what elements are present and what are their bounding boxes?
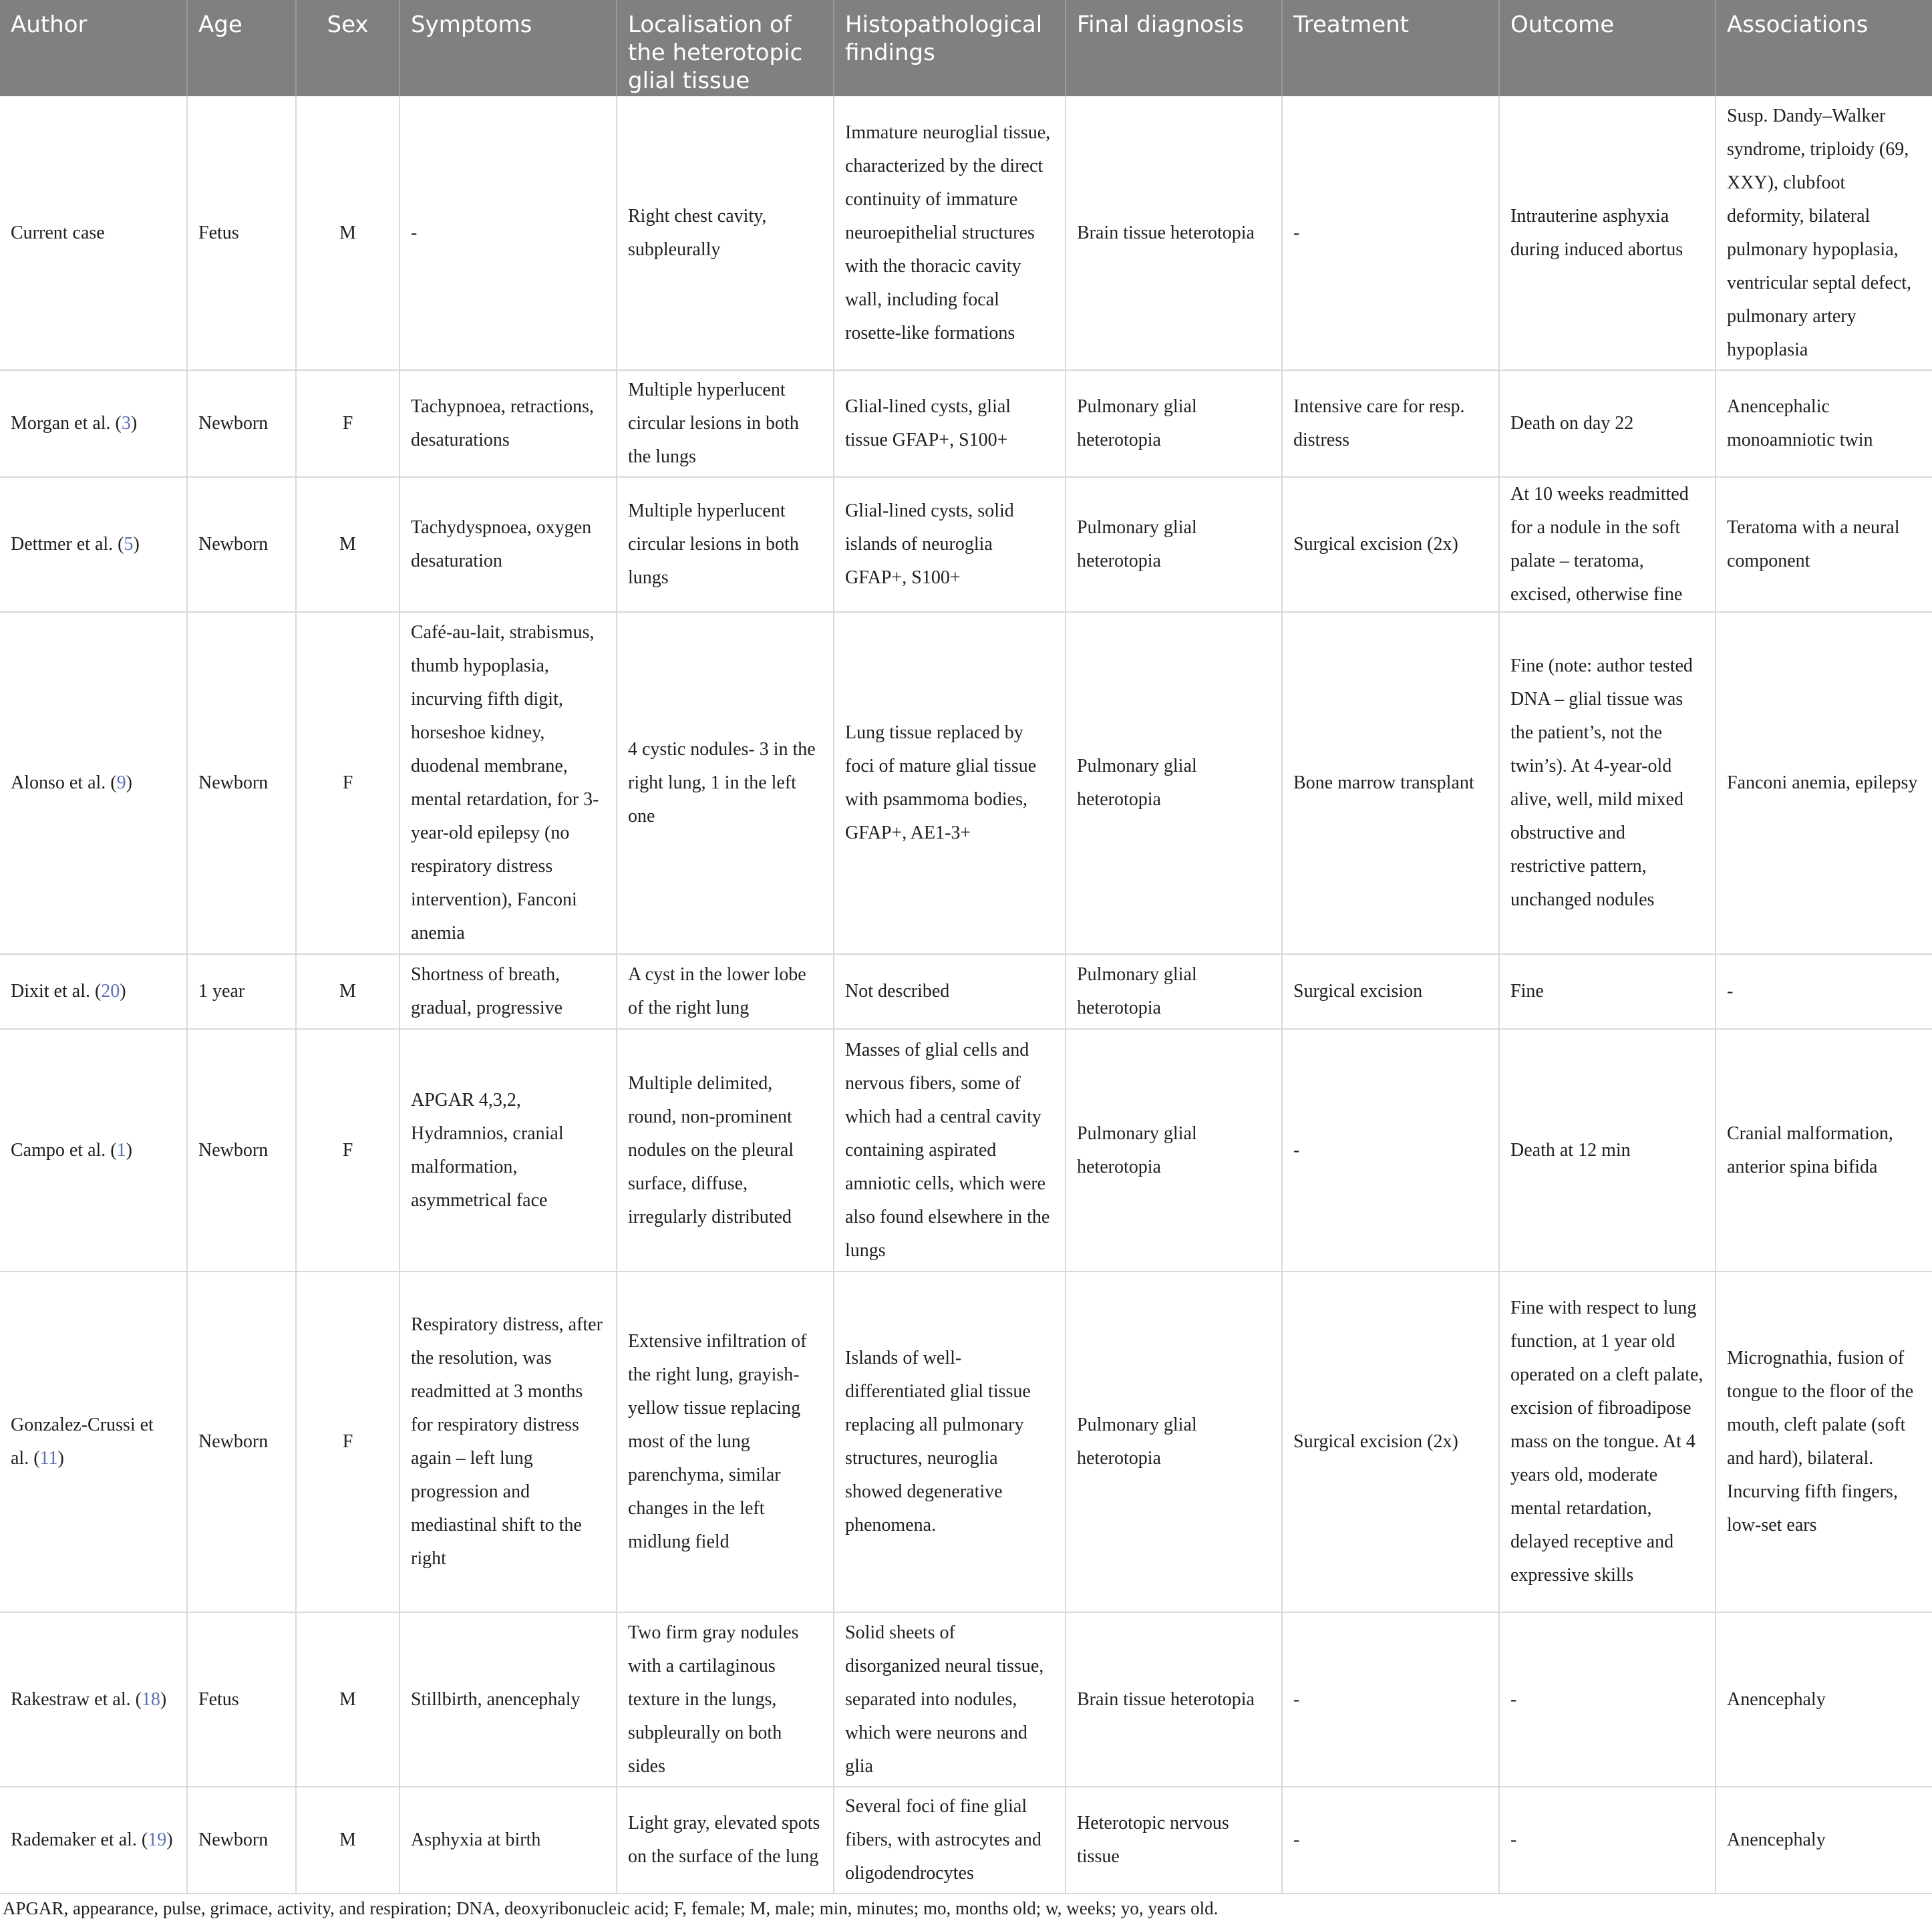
cell-treatment: Surgical excision (2x)	[1282, 477, 1499, 612]
cell-diagnosis: Pulmonary glial heterotopia	[1066, 370, 1282, 477]
cell-age: Newborn	[187, 1029, 296, 1272]
cell-associations: Anencephaly	[1716, 1612, 1932, 1787]
reference-close-paren: )	[130, 413, 138, 434]
cell-symptoms: Shortness of breath, gradual, progressive	[399, 954, 617, 1029]
cell-associations: Teratoma with a neural component	[1716, 477, 1932, 612]
cell-age: Newborn	[187, 370, 296, 477]
cell-outcome: Death at 12 min	[1499, 1029, 1716, 1272]
cell-symptoms: Tachypnoea, retractions, desaturations	[399, 370, 617, 477]
author-name: Dixit et al. (	[11, 981, 102, 1002]
cell-age: Newborn	[187, 1787, 296, 1894]
author-name: Morgan et al. (	[11, 413, 122, 434]
cell-outcome: At 10 weeks readmitted for a nodule in the soft palate – teratoma, excised, otherwise fine	[1499, 477, 1716, 612]
cell-localisation: Light gray, elevated spots on the surface of the lung	[617, 1787, 834, 1894]
cell-diagnosis: Pulmonary glial heterotopia	[1066, 954, 1282, 1029]
cell-localisation: 4 cystic nodules- 3 in the right lung, 1 in the left one	[617, 612, 834, 954]
table-body	[0, 96, 1932, 1894]
header-outcome: Outcome	[1499, 0, 1716, 96]
author-name: Alonso et al. (	[11, 772, 117, 793]
cell-localisation: Extensive infiltration of the right lung, grayish-yellow tissue replacing most of the lung parenchyma, similar changes in the left midlung field	[617, 1272, 834, 1612]
cell-symptoms: Asphyxia at birth	[399, 1787, 617, 1894]
cell-author	[0, 477, 187, 612]
cell-outcome: Fine (note: author tested DNA – glial tissue was the patient’s, not the twin’s). At 4-year-old alive, well, mild mixed obstructive and restrictive pattern, unchanged nodules	[1499, 612, 1716, 954]
reference-close-paren: )	[57, 1448, 64, 1469]
table-footnote: APGAR, appearance, pulse, grimace, activity, and respiration; DNA, deoxyribonucleic acid; F, female; M, male; min, minutes; mo, months old; w, weeks; yo, years old.	[3, 1898, 1219, 1918]
cell-treatment: Bone marrow transplant	[1282, 612, 1499, 954]
cell-diagnosis: Pulmonary glial heterotopia	[1066, 612, 1282, 954]
table-row	[0, 477, 1932, 612]
cell-age: Fetus	[187, 96, 296, 370]
reference-link[interactable]: 1	[116, 1139, 126, 1161]
header-localisation: Localisation of the heterotopic glial tissue	[617, 0, 834, 96]
cell-age: Newborn	[187, 477, 296, 612]
cell-histopathology: Not described	[834, 954, 1066, 1029]
cell-diagnosis: Pulmonary glial heterotopia	[1066, 1029, 1282, 1272]
cell-sex: F	[296, 1029, 399, 1272]
reference-link[interactable]: 9	[116, 772, 126, 793]
cell-author	[0, 1272, 187, 1612]
cell-histopathology: Glial-lined cysts, glial tissue GFAP+, S100+	[834, 370, 1066, 477]
cell-outcome: Intrauterine asphyxia during induced abortus	[1499, 96, 1716, 370]
cell-treatment: Surgical excision (2x)	[1282, 1272, 1499, 1612]
reference-close-paren: )	[126, 772, 132, 793]
reference-close-paren: )	[160, 1688, 167, 1710]
cell-associations: Susp. Dandy–Walker syndrome, triploidy (69, XXY), clubfoot deformity, bilateral pulmonary hypoplasia, ventricular septal defect, pulmonary artery hypoplasia	[1716, 96, 1932, 370]
cell-sex: M	[296, 477, 399, 612]
cell-age: Fetus	[187, 1612, 296, 1787]
table-row	[0, 1272, 1932, 1612]
cell-diagnosis: Brain tissue heterotopia	[1066, 1612, 1282, 1787]
cell-sex: M	[296, 96, 399, 370]
cell-treatment: Surgical excision	[1282, 954, 1499, 1029]
reference-close-paren: )	[126, 1139, 132, 1161]
author-name: Rakestraw et al. (	[11, 1688, 142, 1710]
cell-localisation: Multiple hyperlucent circular lesions in both the lungs	[617, 370, 834, 477]
cell-treatment: -	[1282, 1787, 1499, 1894]
header-age: Age	[187, 0, 296, 96]
cell-sex: M	[296, 1612, 399, 1787]
cell-associations: Anencephaly	[1716, 1787, 1932, 1894]
author-name: Current case	[11, 222, 105, 243]
cell-outcome: Fine with respect to lung function, at 1 year old operated on a cleft palate, excision of fibroadipose mass on the tongue. At 4 years old, moderate mental retardation, delayed receptive and expressive skills	[1499, 1272, 1716, 1612]
table-row	[0, 1612, 1932, 1787]
cell-outcome: Fine	[1499, 954, 1716, 1029]
cell-histopathology: Solid sheets of disorganized neural tissue, separated into nodules, which were neurons and glia	[834, 1612, 1066, 1787]
cell-age: Newborn	[187, 612, 296, 954]
cell-author	[0, 370, 187, 477]
table-row	[0, 96, 1932, 370]
reference-close-paren: )	[166, 1829, 173, 1850]
cell-diagnosis: Brain tissue heterotopia	[1066, 96, 1282, 370]
cell-localisation: Right chest cavity, subpleurally	[617, 96, 834, 370]
header-associations: Associations	[1716, 0, 1932, 96]
cell-outcome: -	[1499, 1787, 1716, 1894]
reference-link[interactable]: 11	[39, 1448, 58, 1469]
cell-author	[0, 612, 187, 954]
cell-outcome: Death on day 22	[1499, 370, 1716, 477]
cell-symptoms: -	[399, 96, 617, 370]
cell-histopathology: Glial-lined cysts, solid islands of neuroglia GFAP+, S100+	[834, 477, 1066, 612]
cell-histopathology: Lung tissue replaced by foci of mature glial tissue with psammoma bodies, GFAP+, AE1-3+	[834, 612, 1066, 954]
cell-age: 1 year	[187, 954, 296, 1029]
author-name: Rademaker et al. (	[11, 1829, 148, 1850]
author-name: Dettmer et al. (	[11, 534, 124, 555]
cell-histopathology: Islands of well-differentiated glial tissue replacing all pulmonary structures, neuroglia showed degenerative phenomena.	[834, 1272, 1066, 1612]
header-histopathology: Histopathological findings	[834, 0, 1066, 96]
header-symptoms: Symptoms	[399, 0, 617, 96]
cell-diagnosis: Pulmonary glial heterotopia	[1066, 477, 1282, 612]
author-name: Gonzalez-Crussi et al. (	[11, 1415, 154, 1469]
cell-localisation: A cyst in the lower lobe of the right lung	[617, 954, 834, 1029]
cell-diagnosis: Pulmonary glial heterotopia	[1066, 1272, 1282, 1612]
cell-histopathology: Immature neuroglial tissue, characterized by the direct continuity of immature neuroepithelial structures with the thoracic cavity wall, including focal rosette-like formations	[834, 96, 1066, 370]
table-row	[0, 954, 1932, 1029]
header-author: Author	[0, 0, 187, 96]
cell-author	[0, 1612, 187, 1787]
cell-associations: Micrognathia, fusion of tongue to the floor of the mouth, cleft palate (soft and hard), bilateral. Incurving fifth fingers, low-set ears	[1716, 1272, 1932, 1612]
cell-associations: Fanconi anemia, epilepsy	[1716, 612, 1932, 954]
cell-histopathology: Several foci of fine glial fibers, with astrocytes and oligodendrocytes	[834, 1787, 1066, 1894]
header-treatment: Treatment	[1282, 0, 1499, 96]
reference-link[interactable]: 5	[124, 534, 134, 555]
cell-sex: F	[296, 370, 399, 477]
reference-link[interactable]: 19	[148, 1829, 167, 1850]
cell-treatment: -	[1282, 96, 1499, 370]
header-sex: Sex	[296, 0, 399, 96]
header-diagnosis: Final diagnosis	[1066, 0, 1282, 96]
cell-sex: M	[296, 1787, 399, 1894]
cell-age: Newborn	[187, 1272, 296, 1612]
cell-associations: Cranial malformation, anterior spina bifida	[1716, 1029, 1932, 1272]
cell-symptoms: Tachydyspnoea, oxygen desaturation	[399, 477, 617, 612]
table-header-row	[0, 0, 1932, 96]
cell-localisation: Multiple delimited, round, non-prominent nodules on the pleural surface, diffuse, irregularly distributed	[617, 1029, 834, 1272]
cell-localisation: Two firm gray nodules with a cartilaginous texture in the lungs, subpleurally on both sides	[617, 1612, 834, 1787]
cell-symptoms: Respiratory distress, after the resolution, was readmitted at 3 months for respiratory distress again – left lung progression and mediastinal shift to the right	[399, 1272, 617, 1612]
reference-close-paren: )	[120, 981, 126, 1002]
table-row	[0, 370, 1932, 477]
cell-treatment: Intensive care for resp. distress	[1282, 370, 1499, 477]
cell-sex: M	[296, 954, 399, 1029]
author-name: Campo et al. (	[11, 1139, 117, 1161]
cell-sex: F	[296, 612, 399, 954]
table-row	[0, 1029, 1932, 1272]
cell-author	[0, 1029, 187, 1272]
cell-associations: Anencephalic monoamniotic twin	[1716, 370, 1932, 477]
cell-outcome: -	[1499, 1612, 1716, 1787]
reference-link[interactable]: 18	[141, 1688, 160, 1710]
cell-associations: -	[1716, 954, 1932, 1029]
cell-author	[0, 954, 187, 1029]
cell-treatment: -	[1282, 1612, 1499, 1787]
cell-sex: F	[296, 1272, 399, 1612]
cell-diagnosis: Heterotopic nervous tissue	[1066, 1787, 1282, 1894]
table-row	[0, 1787, 1932, 1894]
table-row	[0, 612, 1932, 954]
reference-link[interactable]: 20	[101, 981, 120, 1002]
cell-histopathology: Masses of glial cells and nervous fibers, some of which had a central cavity containing aspirated amniotic cells, which were also found elsewhere in the lungs	[834, 1029, 1066, 1272]
reference-link[interactable]: 3	[121, 413, 131, 434]
cell-symptoms: Café-au-lait, strabismus, thumb hypoplasia, incurving fifth digit, horseshoe kidney, duodenal membrane, mental retardation, for 3-year-old epilepsy (no respiratory distress intervention), Fanconi anemia	[399, 612, 617, 954]
cell-symptoms: APGAR 4,3,2, Hydramnios, cranial malformation, asymmetrical face	[399, 1029, 617, 1272]
reference-close-paren: )	[133, 534, 140, 555]
cell-treatment: -	[1282, 1029, 1499, 1272]
cell-localisation: Multiple hyperlucent circular lesions in both lungs	[617, 477, 834, 612]
cell-author	[0, 96, 187, 370]
cell-symptoms: Stillbirth, anencephaly	[399, 1612, 617, 1787]
cell-author	[0, 1787, 187, 1894]
